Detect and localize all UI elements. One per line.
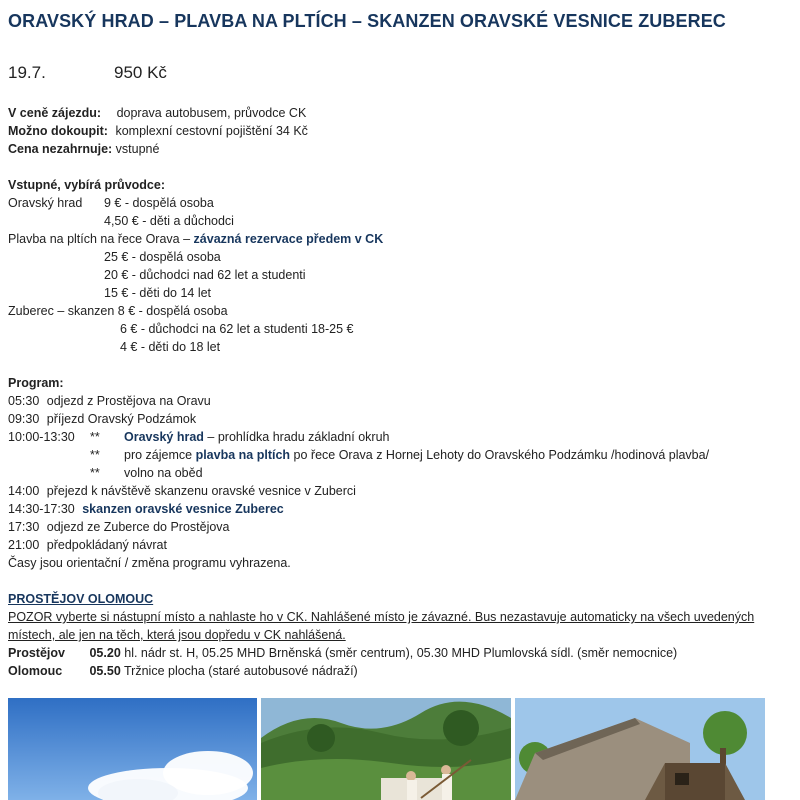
program-time: 14:30-17:30 [8, 502, 75, 516]
stop-text: hl. nádr st. H, 05.25 MHD Brněnská (směr centrum), 05.30 MHD Plumlovská sídl. (směr nemocnice) [124, 646, 678, 660]
program-text: příjezd Oravský Podzámok [46, 412, 197, 426]
fee-skanzen-adult: Zuberec – skanzen 8 € - dospělá osoba [8, 304, 228, 318]
excludes-value: vstupné [115, 142, 160, 156]
stop-city: Olomouc [8, 664, 63, 678]
program-item [8, 410, 196, 428]
fee-raft-children: 15 € - děti do 14 let [104, 286, 212, 300]
program-item [8, 428, 75, 446]
program-text-pre: pro zájemce [124, 448, 193, 462]
program-text: předpokládaný návrat [46, 538, 167, 552]
includes-row [8, 104, 306, 122]
boarding-warning: POZOR vyberte si nástupní místo a nahlaste ho v CK. Nahlášené místo je závazné. Bus nezastavuje automaticky na všech uvedených [8, 610, 755, 624]
program-bold: Oravský hrad [124, 430, 204, 444]
program-item [8, 518, 230, 536]
program-bold: plavba na pltích [195, 448, 291, 462]
photo-wooden-houses [515, 698, 765, 800]
excludes-label: Cena nezahrnuje: [8, 142, 113, 156]
program-item [8, 392, 211, 410]
program-bullet: ** [90, 466, 100, 480]
page-title: ORAVSKÝ HRAD – PLAVBA NA PLTÍCH – SKANZEN ORAVSKÉ VESNICE ZUBEREC [8, 11, 726, 31]
fees-heading: Vstupné, vybírá průvodce: [8, 178, 165, 192]
program-heading: Program: [8, 376, 64, 390]
photo-rafting [261, 698, 511, 800]
fee-raft-reservation: závazná rezervace předem v CK [193, 232, 384, 246]
date-price-row [8, 63, 167, 83]
program-time: 09:30 [8, 412, 40, 426]
optional-value: komplexní cestovní pojištění 34 Kč [115, 124, 308, 138]
optional-label: Možno dokoupit: [8, 124, 108, 138]
program-text: odjezd z Prostějova na Oravu [46, 394, 211, 408]
trip-date: 19.7. [8, 63, 46, 82]
includes-label: V ceně zájezdu: [8, 106, 102, 120]
fee-castle-label: Oravský hrad [8, 196, 83, 210]
program-item [8, 500, 284, 518]
includes-value: doprava autobusem, průvodce CK [116, 106, 307, 120]
optional-row [8, 122, 308, 140]
fee-castle-children: 4,50 € - děti a důchodci [104, 214, 234, 228]
fee-raft-row [8, 230, 383, 248]
program-item-castle [124, 428, 389, 446]
program-bold: skanzen oravské vesnice Zuberec [82, 502, 284, 516]
stop-prostejov [8, 644, 677, 662]
stop-olomouc [8, 662, 358, 680]
program-time: 10:00-13:30 [8, 430, 75, 444]
stop-time: 05.50 [89, 664, 121, 678]
boarding-warning: místech, ale jen na těch, která jsou dopředu v CK nahlášená. [8, 628, 346, 642]
boarding-heading: PROSTĚJOV OLOMOUC [8, 592, 154, 606]
program-item-raft [124, 446, 709, 464]
excludes-row [8, 140, 159, 158]
program-item [8, 536, 167, 554]
program-text: po řece Orava z Hornej Lehoty do Oravského Podzámku /hodinová plavba/ [293, 448, 710, 462]
fee-raft-adult: 25 € - dospělá osoba [104, 250, 221, 264]
fee-skanzen-seniors: 6 € - důchodci na 62 let a studenti 18-25 € [120, 322, 354, 336]
stop-text: Tržnice plocha (staré autobusové nádraží) [124, 664, 358, 678]
stop-city: Prostějov [8, 646, 65, 660]
fee-skanzen-children: 4 € - děti do 18 let [120, 340, 221, 354]
program-bullet: ** [90, 430, 100, 444]
program-text: volno na oběd [124, 466, 203, 480]
program-item [8, 482, 356, 500]
program-time: 21:00 [8, 538, 40, 552]
program-bullet: ** [90, 448, 100, 462]
fee-raft-label: Plavba na pltích na řece Orava – [8, 232, 191, 246]
stop-time: 05.20 [89, 646, 121, 660]
program-time: 14:00 [8, 484, 40, 498]
program-note: Časy jsou orientační / změna programu vyhrazena. [8, 556, 291, 570]
program-time: 17:30 [8, 520, 40, 534]
fee-castle-adult: 9 € - dospělá osoba [104, 196, 214, 210]
trip-price: 950 Kč [114, 63, 167, 82]
program-text: přejezd k návštěvě skanzenu oravské vesnice v Zuberci [46, 484, 356, 498]
photo-sky-castle [8, 698, 257, 800]
fee-raft-seniors: 20 € - důchodci nad 62 let a studenti [104, 268, 306, 282]
program-text: odjezd ze Zuberce do Prostějova [46, 520, 230, 534]
program-time: 05:30 [8, 394, 40, 408]
program-text: – prohlídka hradu základní okruh [207, 430, 390, 444]
